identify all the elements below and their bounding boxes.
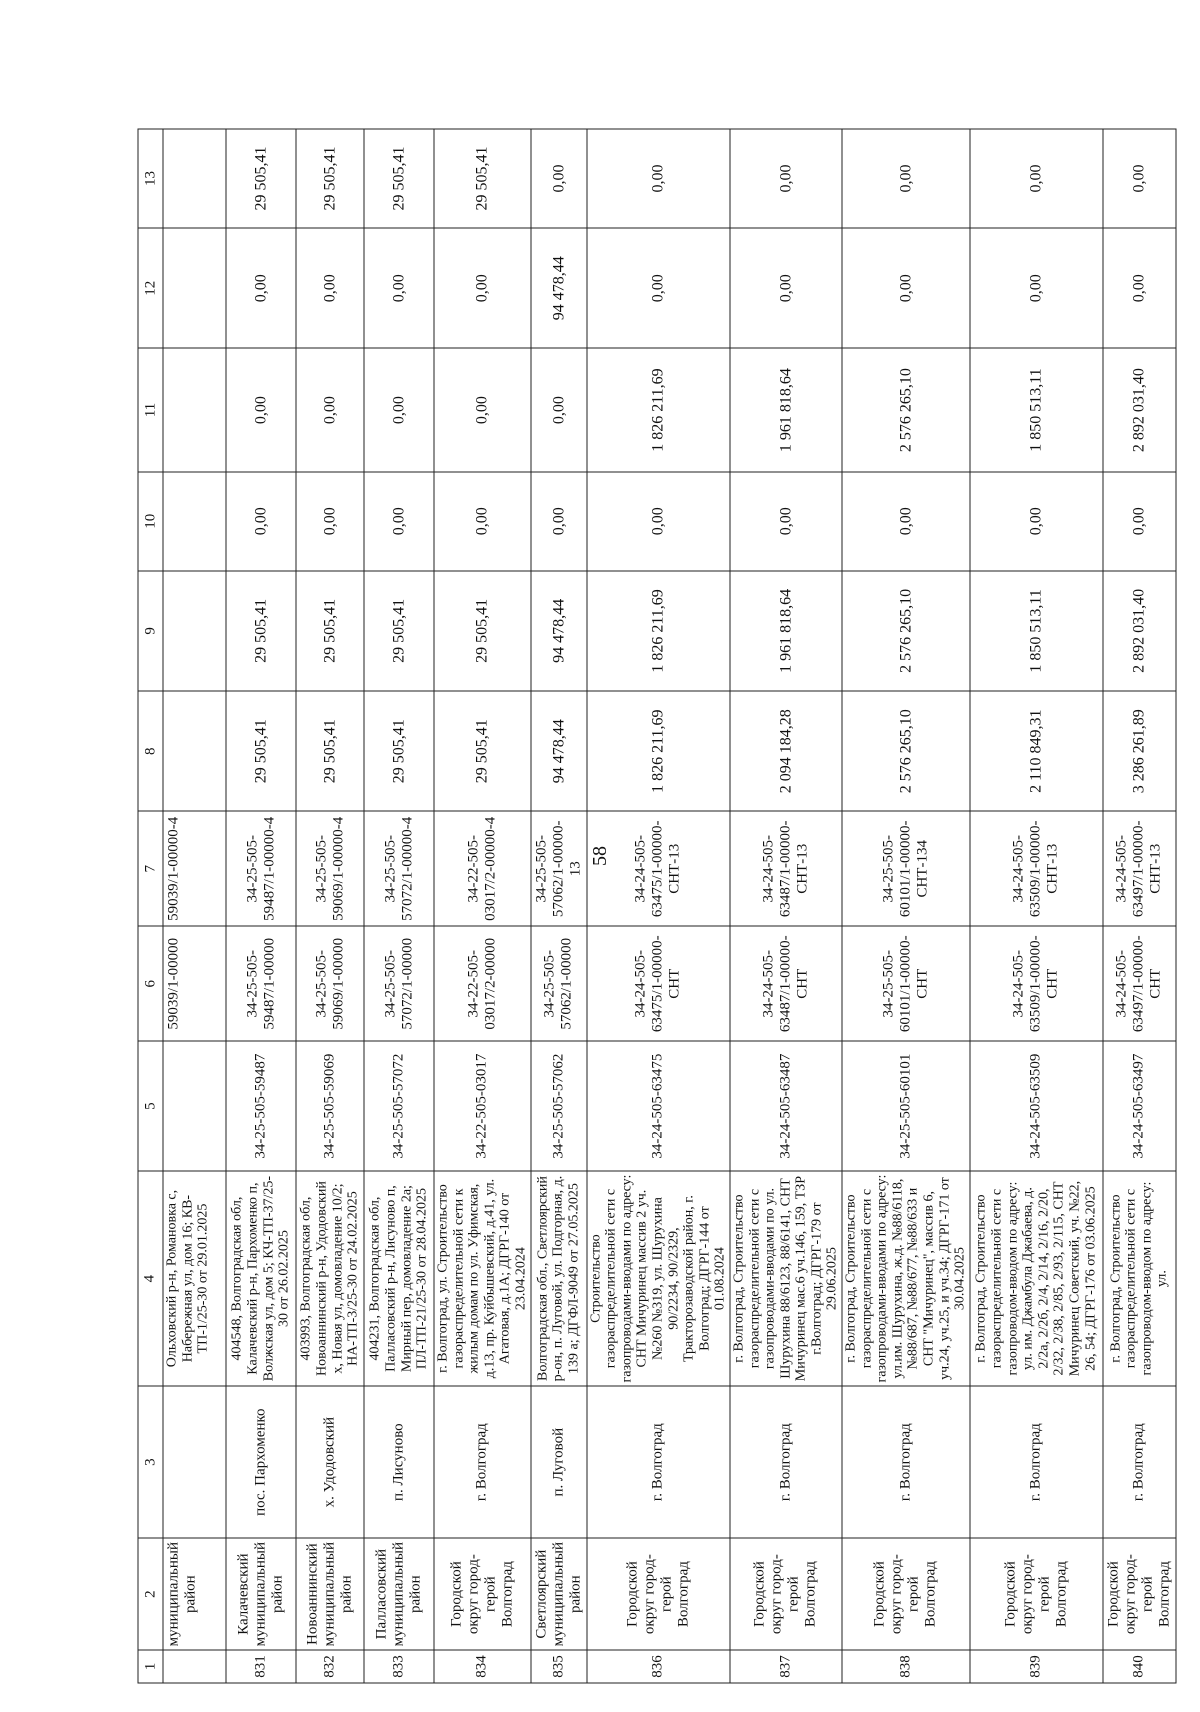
cell-col-12: 0,00 <box>1103 228 1176 348</box>
cell-col-12: 12 <box>138 228 163 348</box>
cell-col-6: 34-24-505-63475/1-00000-СНТ <box>587 926 730 1041</box>
cell-col-6: 34-24-505-63487/1-00000-СНТ <box>730 926 842 1041</box>
table-row <box>970 129 1103 1683</box>
cell-col-10: 0,00 <box>587 472 730 571</box>
cell-col-11 <box>163 348 226 471</box>
cell-col-3: п. Луговой <box>531 1386 587 1538</box>
cell-col-2: Городской округ город-герой Волгоград <box>730 1538 842 1650</box>
cell-col-12: 0,00 <box>296 228 364 348</box>
cell-col-13 <box>163 129 226 228</box>
cell-col-1: 832 <box>296 1650 364 1683</box>
cell-col-7: 34-25-505-57062/1-00000-13 <box>531 811 587 926</box>
table-row <box>434 129 531 1683</box>
cell-col-3: г. Волгоград <box>842 1386 970 1538</box>
cell-col-13: 0,00 <box>970 129 1103 228</box>
cell-col-4: Строительство газораспределительной сети с газопроводами-вводами по адресу: СНТ Мичуринец массив 2 уч. №260 №319, ул. Шурухина 90/2234, 90/2329, Тракторозаводской район, г. Волгоград; ДГРГ-144 от 01.08.2024 <box>587 1171 730 1386</box>
cell-col-12: 94 478,44 <box>531 228 587 348</box>
cell-col-10: 0,00 <box>434 472 531 571</box>
cell-col-11: 1 850 513,11 <box>970 348 1103 471</box>
cell-col-11: 2 576 265,10 <box>842 348 970 471</box>
cell-col-11: 0,00 <box>226 348 296 471</box>
cell-col-5: 34-25-505-57062 <box>531 1041 587 1171</box>
cell-col-2: Городской округ город-герой Волгоград <box>1103 1538 1176 1650</box>
cell-col-13: 29 505,41 <box>296 129 364 228</box>
cell-col-5: 34-24-505-63487 <box>730 1041 842 1171</box>
cell-col-10 <box>163 472 226 571</box>
cell-col-3: п. Лисуново <box>364 1386 434 1538</box>
cell-col-10: 0,00 <box>296 472 364 571</box>
cell-col-13: 0,00 <box>531 129 587 228</box>
cell-col-7: 34-24-505-63509/1-00000-СНТ-13 <box>970 811 1103 926</box>
cell-col-12: 0,00 <box>587 228 730 348</box>
cell-col-13: 0,00 <box>1103 129 1176 228</box>
cell-col-2: муниципальный район <box>163 1538 226 1650</box>
cell-col-5: 34-24-505-63497 <box>1103 1041 1176 1171</box>
cell-col-1: 1 <box>138 1650 163 1683</box>
cell-col-11: 0,00 <box>364 348 434 471</box>
cell-col-11: 0,00 <box>434 348 531 471</box>
table-row <box>842 129 970 1683</box>
cell-col-5: 34-25-505-59069 <box>296 1041 364 1171</box>
cell-col-8: 2 576 265,10 <box>842 691 970 811</box>
cell-col-9: 29 505,41 <box>226 571 296 691</box>
cell-col-10: 0,00 <box>1103 472 1176 571</box>
cell-col-4: г. Волгоград, ул. Строительство газораспределительной сети к жилым домам по ул. Уфимская, д.13, пр. Куйбышевский, д.41, ул. Агатовая, д.1А; ДГРГ-140 от 23.04.2024 <box>434 1171 531 1386</box>
cell-col-6: 34-25-505-59069/1-00000 <box>296 926 364 1041</box>
cell-col-12: 0,00 <box>226 228 296 348</box>
cell-col-3: х. Удодовский <box>296 1386 364 1538</box>
cell-col-2: Калачевский муниципальный район <box>226 1538 296 1650</box>
cell-col-6: 34-24-505-63509/1-00000-СНТ <box>970 926 1103 1041</box>
cell-col-4: Ольховский р-н, Романовка с, Набережная ул, дом 16; КВ-ТП-1/25-30 от 29.01.2025 <box>163 1171 226 1386</box>
cell-col-6: 34-25-505-57072/1-00000 <box>364 926 434 1041</box>
cell-col-7: 34-24-505-63497/1-00000-СНТ-13 <box>1103 811 1176 926</box>
cell-col-4: г. Волгоград, Строительство газораспределительной сети с газопроводом-вводом по адресу: ул. <box>1103 1171 1176 1386</box>
cell-col-13: 13 <box>138 129 163 228</box>
cell-col-10: 0,00 <box>842 472 970 571</box>
cell-col-4: Волгоградская обл., Светлоярский р-он, п. Луговой, ул. Подгорная, д. 139 а; ДГФЛ-9049 от 27.05.2025 <box>531 1171 587 1386</box>
cell-col-13: 29 505,41 <box>364 129 434 228</box>
cell-col-12: 0,00 <box>970 228 1103 348</box>
table-row <box>364 129 434 1683</box>
continuation-row <box>163 129 226 1683</box>
cell-col-5: 34-24-505-63509 <box>970 1041 1103 1171</box>
cell-col-7: 34-25-505-60101/1-00000-СНТ-134 <box>842 811 970 926</box>
cell-col-2: Светлоярский муниципальный район <box>531 1538 587 1650</box>
cell-col-5: 34-25-505-59487 <box>226 1041 296 1171</box>
cell-col-1 <box>163 1650 226 1683</box>
cell-col-2: Палласовский муниципальный район <box>364 1538 434 1650</box>
cell-col-8: 29 505,41 <box>296 691 364 811</box>
cell-col-8: 29 505,41 <box>364 691 434 811</box>
cell-col-9: 1 850 513,11 <box>970 571 1103 691</box>
cell-col-12: 0,00 <box>364 228 434 348</box>
cell-col-13: 29 505,41 <box>434 129 531 228</box>
cell-col-4: 404548, Волгоградская обл, Калачевский р-н, Пархоменко п, Волжская ул, дом 5; КЧ-ТП-37/25-30 от 26.02.2025 <box>226 1171 296 1386</box>
cell-col-11: 0,00 <box>531 348 587 471</box>
cell-col-9: 29 505,41 <box>434 571 531 691</box>
cell-col-1: 834 <box>434 1650 531 1683</box>
cell-col-7: 34-24-505-63487/1-00000-СНТ-13 <box>730 811 842 926</box>
cell-col-6: 34-25-505-57062/1-00000 <box>531 926 587 1041</box>
cell-col-4: 403993, Волгоградская обл, Новоаннинский р-н, Удодовский х, Новая ул, домовладение 10/2; НА-ТП-3/25-30 от 24.02.2025 <box>296 1171 364 1386</box>
cell-col-8: 94 478,44 <box>531 691 587 811</box>
cell-col-3: г. Волгоград <box>587 1386 730 1538</box>
cell-col-8: 2 094 184,28 <box>730 691 842 811</box>
cell-col-2: Городской округ город-герой Волгоград <box>587 1538 730 1650</box>
cell-col-6: 6 <box>138 926 163 1041</box>
cell-col-9: 9 <box>138 571 163 691</box>
cell-col-1: 833 <box>364 1650 434 1683</box>
cell-col-6: 34-25-505-59487/1-00000 <box>226 926 296 1041</box>
cell-col-7: 34-22-505-03017/2-00000-4 <box>434 811 531 926</box>
cell-col-1: 838 <box>842 1650 970 1683</box>
cell-col-6: 34-25-505-60101/1-00000-СНТ <box>842 926 970 1041</box>
cell-col-6: 34-22-505-03017/2-00000 <box>434 926 531 1041</box>
cell-col-9 <box>163 571 226 691</box>
table-row <box>587 129 730 1683</box>
cell-col-13: 0,00 <box>842 129 970 228</box>
cell-col-4: г. Волгоград, Строительство газораспределительной сети с газопроводами-вводами по ул. Шурухина 88/6123, 88/6141, СНТ Мичуринец мас.6 уч.146, 159, ТЗР г.Волгоград; ДГРГ-179 от 29.06.2025 <box>730 1171 842 1386</box>
cell-col-8: 8 <box>138 691 163 811</box>
cell-col-1: 835 <box>531 1650 587 1683</box>
cell-col-3 <box>163 1386 226 1538</box>
cell-col-10: 0,00 <box>364 472 434 571</box>
cell-col-10: 0,00 <box>531 472 587 571</box>
cell-col-7: 34-25-505-57072/1-00000-4 <box>364 811 434 926</box>
cell-col-4: г. Волгоград, Строительство газораспределительной сети с газопроводом-вводом по адресу: ул. им. Джамбула Джабаева, д. 2/2а, 2/2б, 2/4, 2/14, 2/16, 2/20, 2/32, 2/38, 2/85, 2/93, 2/115, СНТ Мичуринец Советский, уч. №22, 26, 54; ДГРГ-176 от 03.06.2025 <box>970 1171 1103 1386</box>
cell-col-8: 3 286 261,89 <box>1103 691 1176 811</box>
cell-col-1: 837 <box>730 1650 842 1683</box>
cell-col-6: 59039/1-00000 <box>163 926 226 1041</box>
cell-col-10: 0,00 <box>730 472 842 571</box>
cell-col-7: 7 <box>138 811 163 926</box>
table-row <box>296 129 364 1683</box>
cell-col-10: 0,00 <box>970 472 1103 571</box>
cell-col-11: 0,00 <box>296 348 364 471</box>
cell-col-9: 29 505,41 <box>364 571 434 691</box>
cell-col-10: 0,00 <box>226 472 296 571</box>
cell-col-5: 34-22-505-03017 <box>434 1041 531 1171</box>
cell-col-5: 34-25-505-57072 <box>364 1041 434 1171</box>
cell-col-6: 34-24-505-63497/1-00000-СНТ <box>1103 926 1176 1041</box>
cell-col-8: 1 826 211,69 <box>587 691 730 811</box>
table-row <box>1103 129 1176 1683</box>
cell-col-5: 34-24-505-63475 <box>587 1041 730 1171</box>
cell-col-11: 11 <box>138 348 163 471</box>
cell-col-2: Городской округ город-герой Волгоград <box>842 1538 970 1650</box>
cell-col-4: 404231, Волгоградская обл, Палласовский р-н, Лисуново п, Мирный пер, домовладение 2а; ПЛ-ТП-21/25-30 от 28.04.2025 <box>364 1171 434 1386</box>
cell-col-1: 840 <box>1103 1650 1176 1683</box>
cell-col-5: 5 <box>138 1041 163 1171</box>
cell-col-4: 4 <box>138 1171 163 1386</box>
cell-col-12: 0,00 <box>730 228 842 348</box>
header-row <box>138 129 163 1683</box>
cell-col-3: пос. Пархоменко <box>226 1386 296 1538</box>
cell-col-8 <box>163 691 226 811</box>
cell-col-1: 839 <box>970 1650 1103 1683</box>
cell-col-11: 1 961 818,64 <box>730 348 842 471</box>
cell-col-13: 29 505,41 <box>226 129 296 228</box>
cell-col-9: 94 478,44 <box>531 571 587 691</box>
cell-col-10: 10 <box>138 472 163 571</box>
cell-col-7: 34-25-505-59069/1-00000-4 <box>296 811 364 926</box>
table-row <box>730 129 842 1683</box>
registry-table-rotated <box>138 129 1173 1684</box>
cell-col-2: Новоаннинский муниципальный район <box>296 1538 364 1650</box>
cell-col-2: 2 <box>138 1538 163 1650</box>
table-row <box>531 129 587 1683</box>
cell-col-5: 34-25-505-60101 <box>842 1041 970 1171</box>
cell-col-9: 1 826 211,69 <box>587 571 730 691</box>
cell-col-12: 0,00 <box>842 228 970 348</box>
cell-col-8: 2 110 849,31 <box>970 691 1103 811</box>
cell-col-3: г. Волгоград <box>1103 1386 1176 1538</box>
page-number: 58 <box>589 846 611 866</box>
cell-col-1: 836 <box>587 1650 730 1683</box>
registry-table <box>138 129 1177 1684</box>
cell-col-8: 29 505,41 <box>434 691 531 811</box>
cell-col-11: 1 826 211,69 <box>587 348 730 471</box>
cell-col-8: 29 505,41 <box>226 691 296 811</box>
cell-col-9: 1 961 818,64 <box>730 571 842 691</box>
cell-col-7: 59039/1-00000-4 <box>163 811 226 926</box>
cell-col-12: 0,00 <box>434 228 531 348</box>
cell-col-9: 2 892 031,40 <box>1103 571 1176 691</box>
cell-col-13: 0,00 <box>730 129 842 228</box>
cell-col-3: г. Волгоград <box>434 1386 531 1538</box>
cell-col-11: 2 892 031,40 <box>1103 348 1176 471</box>
cell-col-2: Городской округ город-герой Волгоград <box>970 1538 1103 1650</box>
cell-col-9: 2 576 265,10 <box>842 571 970 691</box>
cell-col-3: г. Волгоград <box>970 1386 1103 1538</box>
cell-col-3: г. Волгоград <box>730 1386 842 1538</box>
cell-col-1: 831 <box>226 1650 296 1683</box>
cell-col-5 <box>163 1041 226 1171</box>
cell-col-7: 34-25-505-59487/1-00000-4 <box>226 811 296 926</box>
cell-col-7: 34-24-505-63475/1-00000-СНТ-13 <box>587 811 730 926</box>
cell-col-3: 3 <box>138 1386 163 1538</box>
table-row <box>226 129 296 1683</box>
cell-col-13: 0,00 <box>587 129 730 228</box>
cell-col-12 <box>163 228 226 348</box>
cell-col-9: 29 505,41 <box>296 571 364 691</box>
cell-col-2: Городской округ город-герой Волгоград <box>434 1538 531 1650</box>
cell-col-4: г. Волгоград, Строительство газораспределительной сети с газопроводами-вводами по адресу: ул.им. Шурухина, ж.д. №88/6118, №88/687, №88/677, №88/633 и СНТ "Мичуринец", массив 6, уч.24, уч.25, и уч.34; ДГРГ-171 от 30.04.2025 <box>842 1171 970 1386</box>
